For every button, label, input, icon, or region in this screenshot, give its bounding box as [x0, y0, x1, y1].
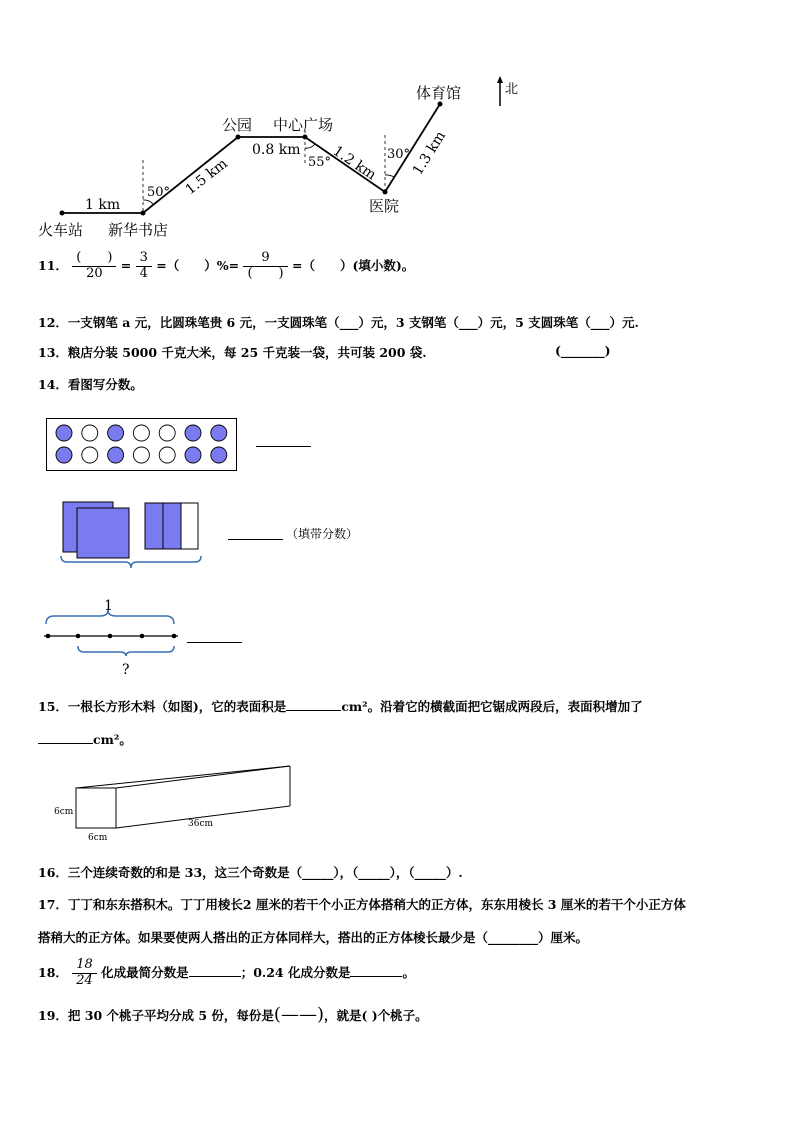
cuboid-figure — [40, 760, 310, 850]
bookstore-label: 新华书店 — [108, 221, 169, 239]
answer-line-numberline — [187, 642, 242, 643]
angle-plaza: 55° — [308, 155, 332, 170]
question-12: 12．一支钢笔 a 元，比圆珠笔贵 6 元，一支圆珠笔（___）元，3 支钢笔（___）元，5 支圆珠笔（___）元. — [38, 315, 639, 330]
plaza-label: 中心广场 — [273, 116, 334, 134]
question-11: 11． $\frac{( )}{20}$ = $\frac{3}{4}$ =（ ）%= $\frac{9}{( )}$ =（ ）(填小数)。 — [38, 250, 415, 281]
filled-circle — [108, 425, 124, 441]
circle-grid — [46, 418, 238, 472]
park-label: 公园 — [222, 116, 253, 134]
filled-circle — [56, 425, 72, 441]
question-15-line2: cm²。 — [38, 730, 132, 748]
filled-circle — [108, 447, 124, 463]
dist-station-bookstore: 1 km — [85, 197, 121, 213]
empty-circle — [159, 447, 175, 463]
filled-circle — [56, 447, 72, 463]
number-line — [38, 594, 188, 680]
fraction-paren: (——) — [273, 1004, 324, 1025]
question-16: 16．三个连续奇数的和是 33，这三个奇数是（_____），（_____），（_____）. — [38, 865, 463, 880]
station-label: 火车站 — [38, 221, 84, 239]
answer-line-mixed — [228, 539, 283, 540]
angle-hospital: 30° — [387, 147, 411, 162]
north-label: 北 — [505, 82, 519, 97]
angle-bookstore: 50° — [147, 185, 171, 200]
route-map — [0, 70, 794, 245]
hospital-label: 医院 — [369, 197, 400, 215]
question-15: 15．一根长方形木料（如图)，它的表面积是 cm²。沿着它的横截面把它锯成两段后，表面积增加了 — [38, 699, 643, 714]
dist-plaza-hospital: 1.2 km — [329, 143, 379, 184]
number-line-one: 1 — [104, 598, 113, 614]
empty-circle — [82, 447, 98, 463]
dim-height: 6cm — [54, 807, 74, 817]
number-line-question: ? — [122, 662, 130, 678]
fraction-1: $\frac{( )}{20}$ — [72, 251, 116, 282]
fraction-2: $\frac{3}{4}$ — [136, 251, 152, 282]
empty-circle — [159, 425, 175, 441]
mixed-note: （填带分数） — [286, 527, 359, 541]
question-18: 18． $\frac{18}{24}$ 化成最简分数是 ；0.24 化成分数是 。 — [38, 957, 415, 988]
dist-park-plaza: 0.8 km — [252, 142, 301, 158]
filled-circle — [185, 447, 201, 463]
question-19: 19．把 30 个桃子平均分成 5 份，每份是(——)，就是( )个桃子。 — [38, 1004, 428, 1025]
square-figure — [55, 496, 215, 574]
question-17-line2: 搭稍大的正方体。如果要使两人搭出的正方体同样大，搭出的正方体棱长最少是（________）厘米。 — [38, 930, 589, 945]
empty-circle — [133, 447, 149, 463]
dim-width: 6cm — [88, 833, 108, 843]
fraction-3: $\frac{9}{( )}$ — [243, 251, 287, 282]
stadium-label: 体育馆 — [416, 84, 462, 102]
question-17-line1: 17．丁丁和东东搭积木。丁丁用棱长2 厘米的若干个小正方体搭稍大的正方体，东东用棱长 3 厘米的若干个小正方体 — [38, 897, 686, 912]
fraction-18-24: $\frac{18}{24}$ — [72, 958, 97, 989]
dim-length: 36cm — [188, 819, 214, 829]
question-14: 14．看图写分数。 — [38, 377, 143, 392]
question-13-answer: (_______) — [555, 343, 611, 358]
filled-circle — [211, 425, 227, 441]
filled-circle — [211, 447, 227, 463]
question-13: 13．粮店分装 5000 千克大米，每 25 千克装一袋，共可装 200 袋. — [38, 345, 427, 360]
answer-line-circles — [256, 446, 311, 447]
dist-hospital-stadium: 1.3 km — [409, 128, 450, 179]
empty-circle — [82, 425, 98, 441]
empty-circle — [133, 425, 149, 441]
dist-bookstore-park: 1.5 km — [182, 155, 231, 199]
filled-circle — [185, 425, 201, 441]
